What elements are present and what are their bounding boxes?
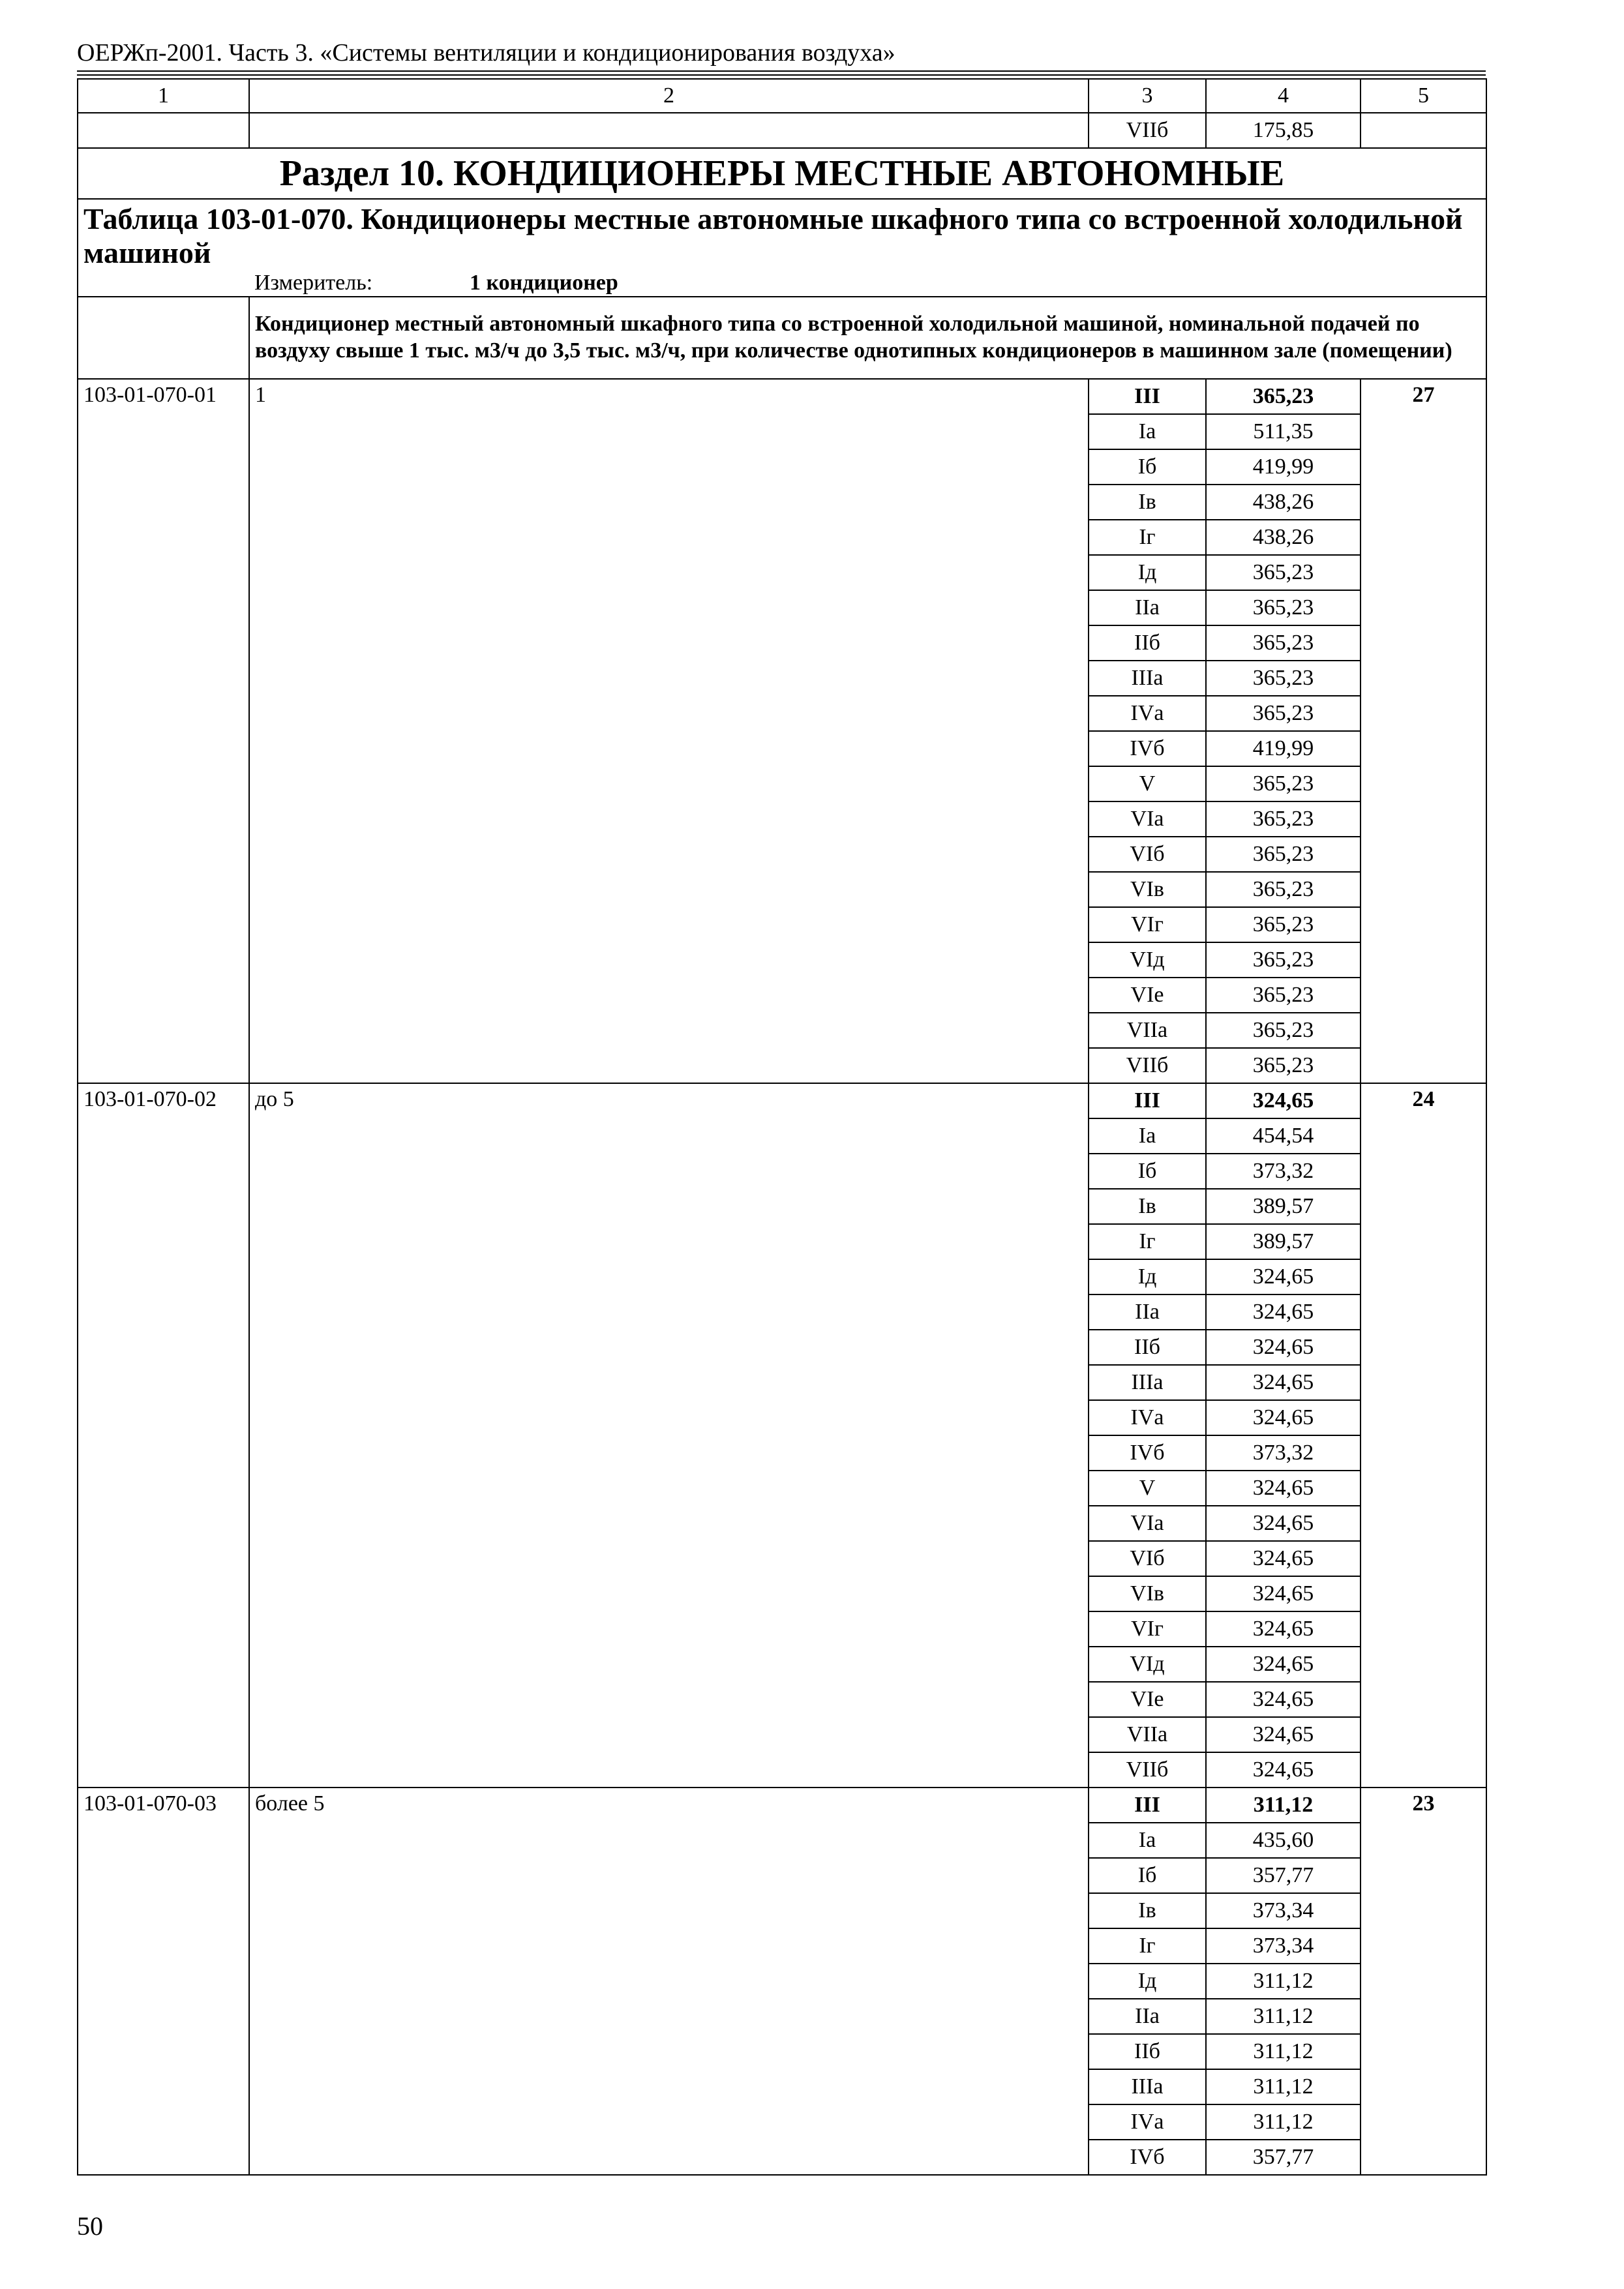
value-cell: 324,65 (1206, 1752, 1361, 1788)
value-cell: 373,34 (1206, 1928, 1361, 1964)
value-cell: 324,65 (1206, 1471, 1361, 1506)
value-cell: 357,77 (1206, 1858, 1361, 1893)
zone-cell: VIIб (1089, 1048, 1206, 1083)
value-cell: 311,12 (1206, 2034, 1361, 2069)
value-cell: 454,54 (1206, 1118, 1361, 1154)
zone-cell: Iд (1089, 1964, 1206, 1999)
item-name: 1 (249, 379, 1089, 1083)
zone-cell: III (1089, 1083, 1206, 1118)
col5-value: 24 (1361, 1083, 1486, 1788)
section-title: Раздел 10. КОНДИЦИОНЕРЫ МЕСТНЫЕ АВТОНОМНЫЕ (78, 148, 1486, 199)
empty-cell (1361, 113, 1486, 148)
value-cell: 324,65 (1206, 1611, 1361, 1647)
value-cell: 324,65 (1206, 1576, 1361, 1611)
zone-cell: Iв (1089, 485, 1206, 520)
value-cell: 365,23 (1206, 1013, 1361, 1048)
table-title-row (78, 199, 1486, 270)
zone-cell: IIб (1089, 1330, 1206, 1365)
value-cell: 324,65 (1206, 1294, 1361, 1330)
unit-value: 1 кондиционер (470, 271, 618, 295)
zone-cell: IVб (1089, 731, 1206, 766)
zone-cell: Iг (1089, 520, 1206, 555)
value-cell: 511,35 (1206, 414, 1361, 449)
value-cell: 365,23 (1206, 555, 1361, 590)
zone-cell: VIд (1089, 942, 1206, 978)
zone-cell: IVб (1089, 2140, 1206, 2175)
zone-cell: VIе (1089, 1682, 1206, 1717)
zone-cell: VIб (1089, 1541, 1206, 1576)
zone-cell: Iб (1089, 1154, 1206, 1189)
value-cell: 365,23 (1206, 590, 1361, 625)
zone-cell: IVа (1089, 2104, 1206, 2140)
zone-cell: VIб (1089, 837, 1206, 872)
column-number: 1 (78, 79, 249, 113)
table-row (78, 1788, 1486, 1823)
value-cell: 365,23 (1206, 978, 1361, 1013)
zone-cell: V (1089, 1471, 1206, 1506)
empty-cell (78, 297, 249, 379)
zone-cell: Iд (1089, 1259, 1206, 1294)
zone-cell: IIа (1089, 1999, 1206, 2034)
zone-cell: VIIб (1089, 1752, 1206, 1788)
table-title: Таблица 103-01-070. Кондиционеры местные автономные шкафного типа со встроенной холодильной машиной (78, 199, 1486, 270)
value-cell: 373,34 (1206, 1893, 1361, 1928)
zone-cell: Iб (1089, 449, 1206, 485)
zone-cell: IIб (1089, 2034, 1206, 2069)
value-cell: 365,23 (1206, 872, 1361, 907)
value-cell: 311,12 (1206, 1964, 1361, 1999)
value-cell: 324,65 (1206, 1400, 1361, 1435)
carryover-row (78, 113, 1486, 148)
value-cell: 324,65 (1206, 1682, 1361, 1717)
column-number-row (78, 79, 1486, 113)
zone-cell: III (1089, 1788, 1206, 1823)
value-cell: 373,32 (1206, 1435, 1361, 1471)
value-cell: 365,23 (1206, 801, 1361, 837)
value-cell: 311,12 (1206, 2069, 1361, 2104)
value-cell: 324,65 (1206, 1506, 1361, 1541)
value-cell: 435,60 (1206, 1823, 1361, 1858)
value-cell: 324,65 (1206, 1365, 1361, 1400)
value-cell: 389,57 (1206, 1224, 1361, 1259)
col5-value: 23 (1361, 1788, 1486, 2175)
zone-cell: IVа (1089, 1400, 1206, 1435)
value-cell: 311,12 (1206, 1788, 1361, 1823)
empty-cell (78, 113, 249, 148)
item-code: 103-01-070-03 (78, 1788, 249, 2175)
zone-cell: Iа (1089, 1823, 1206, 1858)
header-rule (77, 70, 1486, 72)
page-header: ОЕРЖп-2001. Часть 3. «Системы вентиляции и кондиционирования воздуха» (77, 39, 895, 67)
value-cell: 324,65 (1206, 1717, 1361, 1752)
zone-cell: VIв (1089, 872, 1206, 907)
zone-cell: VIIб (1089, 113, 1206, 148)
zone-cell: VIIа (1089, 1013, 1206, 1048)
zone-cell: V (1089, 766, 1206, 801)
value-cell: 365,23 (1206, 661, 1361, 696)
zone-cell: Iг (1089, 1224, 1206, 1259)
zone-cell: Iб (1089, 1858, 1206, 1893)
unit-label: Измеритель: (254, 271, 373, 295)
header-rule (77, 74, 1486, 76)
zone-cell: Iв (1089, 1189, 1206, 1224)
zone-cell: Iа (1089, 414, 1206, 449)
item-code: 103-01-070-02 (78, 1083, 249, 1788)
value-cell: 365,23 (1206, 696, 1361, 731)
zone-cell: IIIа (1089, 2069, 1206, 2104)
zone-cell: IIб (1089, 625, 1206, 661)
value-cell: 365,23 (1206, 1048, 1361, 1083)
value-cell: 365,23 (1206, 625, 1361, 661)
value-cell: 357,77 (1206, 2140, 1361, 2175)
zone-cell: VIг (1089, 907, 1206, 942)
item-name: до 5 (249, 1083, 1089, 1788)
value-cell: 365,23 (1206, 907, 1361, 942)
value-cell: 438,26 (1206, 485, 1361, 520)
value-cell: 324,65 (1206, 1647, 1361, 1682)
column-number: 4 (1206, 79, 1361, 113)
column-number: 2 (249, 79, 1089, 113)
zone-cell: Iг (1089, 1928, 1206, 1964)
value-cell: 311,12 (1206, 1999, 1361, 2034)
zone-cell: VIв (1089, 1576, 1206, 1611)
value-cell: 373,32 (1206, 1154, 1361, 1189)
value-cell: 175,85 (1206, 113, 1361, 148)
zone-cell: IIIа (1089, 1365, 1206, 1400)
zone-cell: IVб (1089, 1435, 1206, 1471)
zone-cell: IIа (1089, 590, 1206, 625)
value-cell: 365,23 (1206, 942, 1361, 978)
zone-cell: VIа (1089, 801, 1206, 837)
value-cell: 324,65 (1206, 1541, 1361, 1576)
value-cell: 365,23 (1206, 766, 1361, 801)
section-row (78, 148, 1486, 199)
item-name: более 5 (249, 1788, 1089, 2175)
unit-cell (249, 270, 1486, 297)
zone-cell: III (1089, 379, 1206, 414)
value-cell: 365,23 (1206, 379, 1361, 414)
value-cell: 365,23 (1206, 837, 1361, 872)
column-number: 5 (1361, 79, 1486, 113)
table-row (78, 379, 1486, 414)
value-cell: 389,57 (1206, 1189, 1361, 1224)
description: Кондиционер местный автономный шкафного типа со встроенной холодильной машиной, номинальной подачей по воздуху свыше 1 тыс. м3/ч до 3,5 тыс. м3/ч, при количестве однотипных кондиционеров в машинном зале (помещении) (249, 297, 1486, 379)
zone-cell: Iд (1089, 555, 1206, 590)
unit-row (78, 270, 1486, 297)
zone-cell: VIд (1089, 1647, 1206, 1682)
empty-cell (78, 270, 249, 297)
value-cell: 324,65 (1206, 1083, 1361, 1118)
zone-cell: Iа (1089, 1118, 1206, 1154)
description-row (78, 297, 1486, 379)
zone-cell: IIа (1089, 1294, 1206, 1330)
zone-cell: VIе (1089, 978, 1206, 1013)
rates-table (77, 78, 1487, 2176)
page-number: 50 (77, 2211, 103, 2241)
zone-cell: IVа (1089, 696, 1206, 731)
zone-cell: IIIа (1089, 661, 1206, 696)
zone-cell: VIа (1089, 1506, 1206, 1541)
value-cell: 438,26 (1206, 520, 1361, 555)
table-row (78, 1083, 1486, 1118)
value-cell: 324,65 (1206, 1259, 1361, 1294)
value-cell: 419,99 (1206, 731, 1361, 766)
empty-cell (249, 113, 1089, 148)
item-code: 103-01-070-01 (78, 379, 249, 1083)
col5-value: 27 (1361, 379, 1486, 1083)
zone-cell: Iв (1089, 1893, 1206, 1928)
value-cell: 419,99 (1206, 449, 1361, 485)
zone-cell: VIг (1089, 1611, 1206, 1647)
zone-cell: VIIа (1089, 1717, 1206, 1752)
value-cell: 311,12 (1206, 2104, 1361, 2140)
value-cell: 324,65 (1206, 1330, 1361, 1365)
column-number: 3 (1089, 79, 1206, 113)
